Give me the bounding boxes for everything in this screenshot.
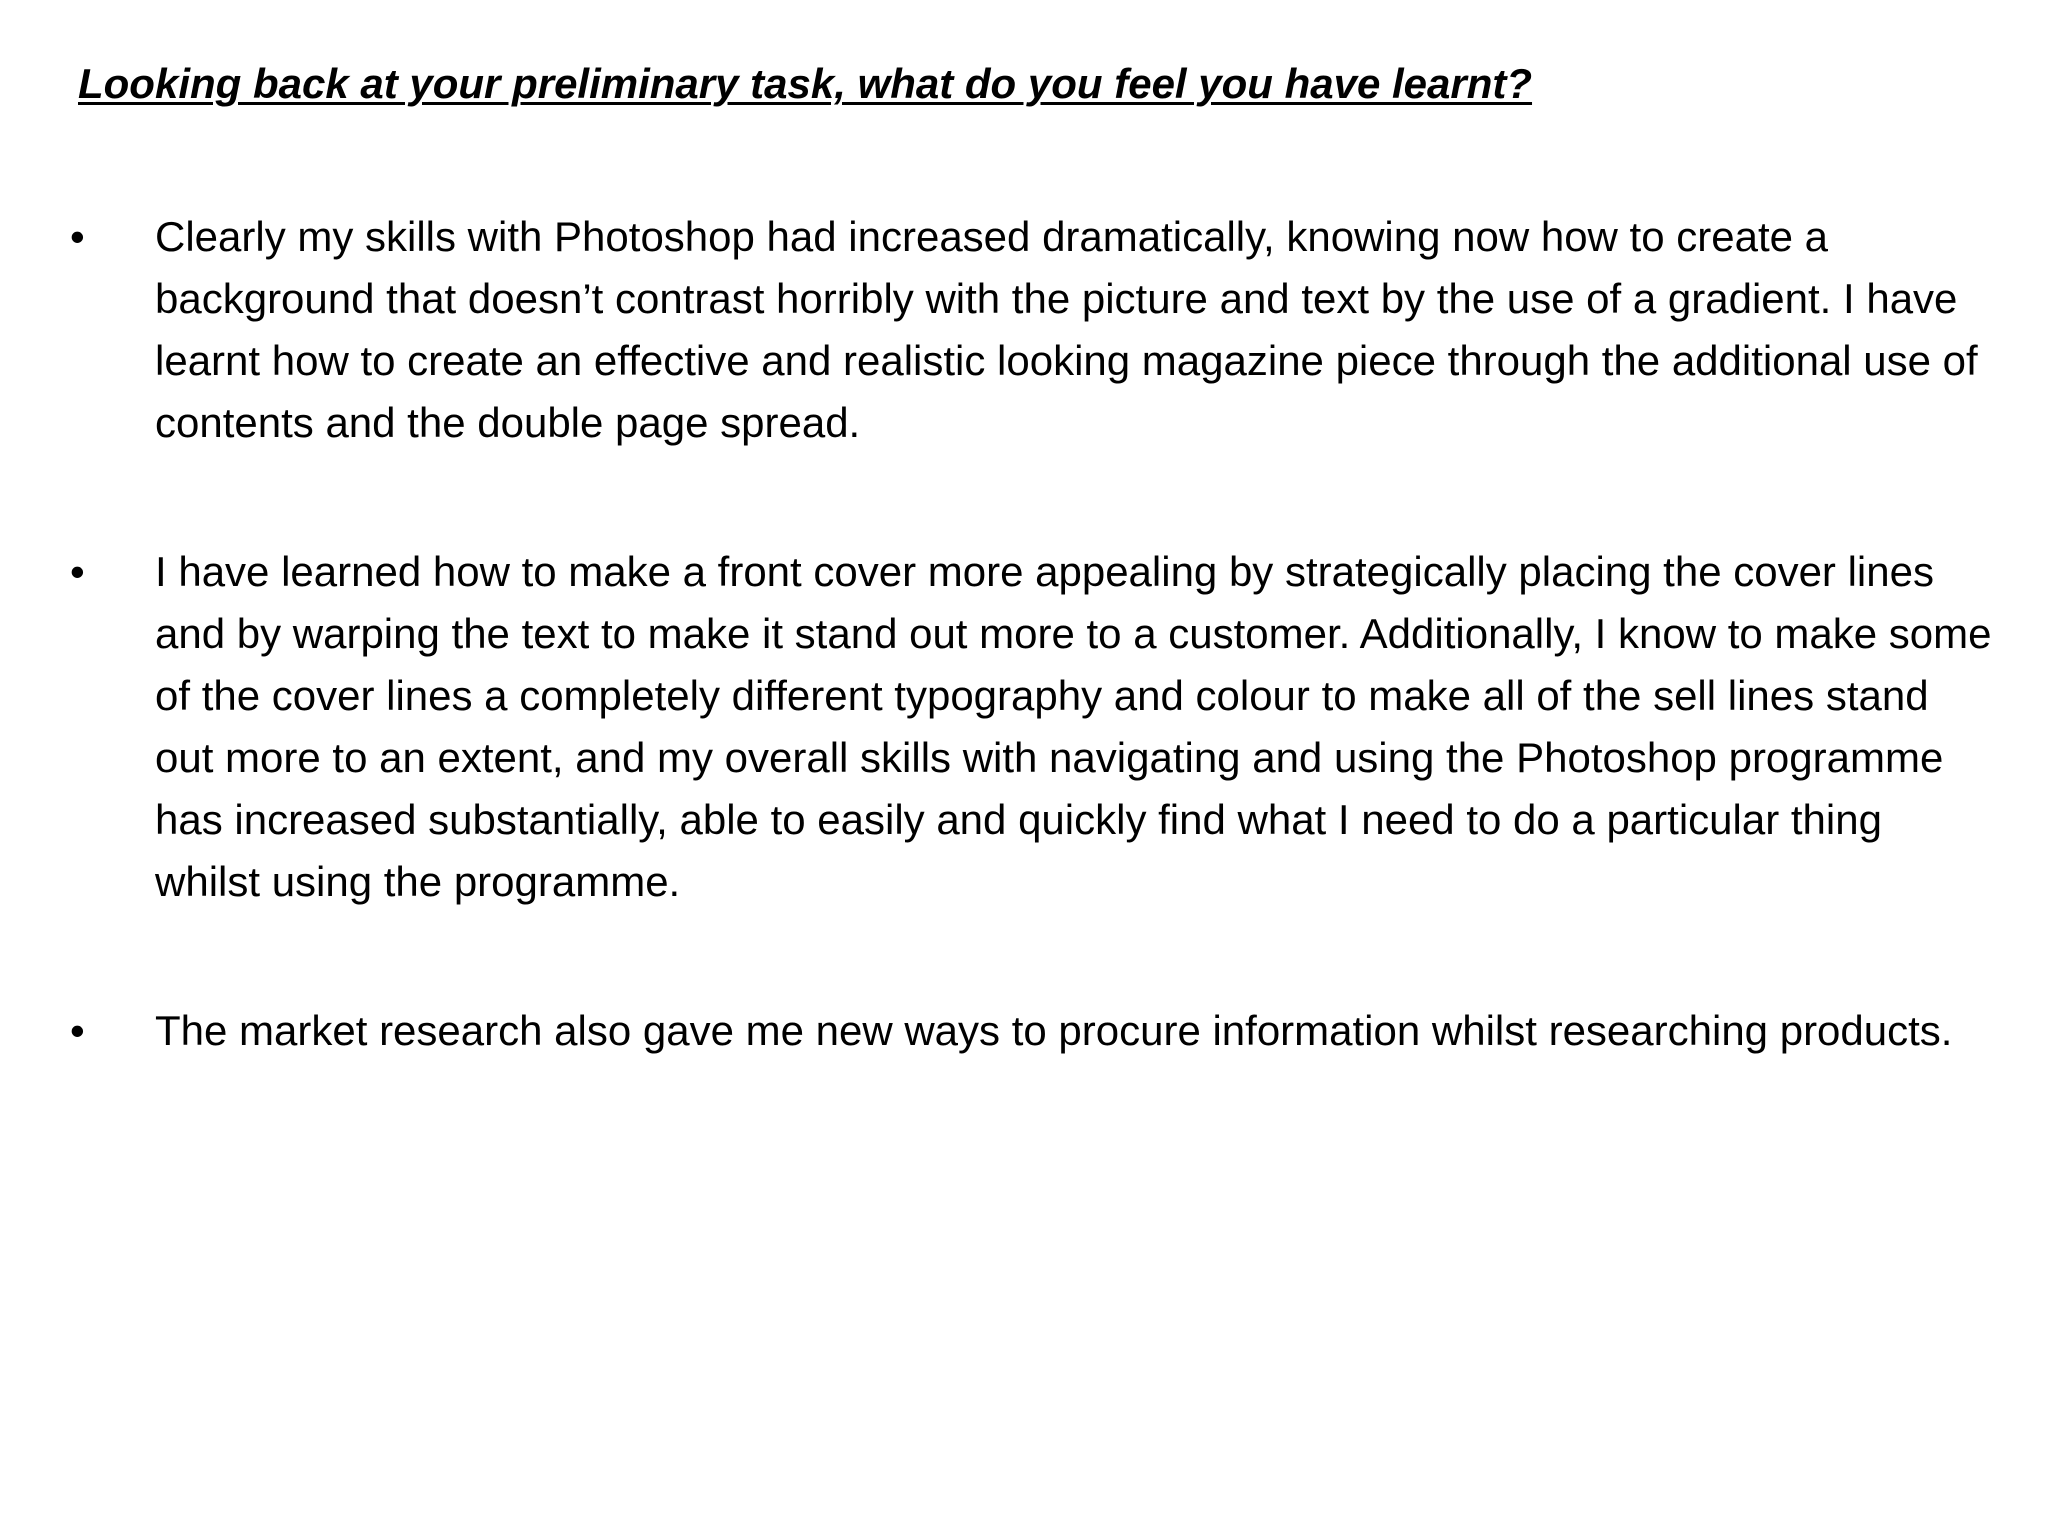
bullet-item-front-cover [0,541,2048,913]
bullet-text: I have learned how to make a front cover more appealing by strategically placing the cover lines and by warping the text to make it stand out more to a customer. Additionally, I know to make some of the cover lines a completely different typography and colour to make all of the sell lines stand out more to an extent, and my overall skills with navigating and using the Photoshop programme has increased substantially, able to easily and quickly find what I need to do a particular thing whilst using the programme. [155,548,1992,905]
bullet-icon: • [70,213,85,260]
bullet-list [0,206,2048,1149]
bullet-icon: • [70,548,85,595]
slide-heading: Looking back at your preliminary task, what do you feel you have learnt? [78,60,1533,107]
bullet-text: The market research also gave me new ways to procure information whilst researching products. [155,1007,1953,1054]
bullet-item-skills-photoshop [0,206,2048,454]
bullet-icon: • [70,1007,85,1054]
bullet-text: Clearly my skills with Photoshop had increased dramatically, knowing now how to create a background that doesn’t contrast horribly with the picture and text by the use of a gradient. I have learnt how to create an effective and realistic looking magazine piece through the additional use of contents and the double page spread. [155,213,1978,446]
bullet-item-market-research [0,1000,2048,1062]
